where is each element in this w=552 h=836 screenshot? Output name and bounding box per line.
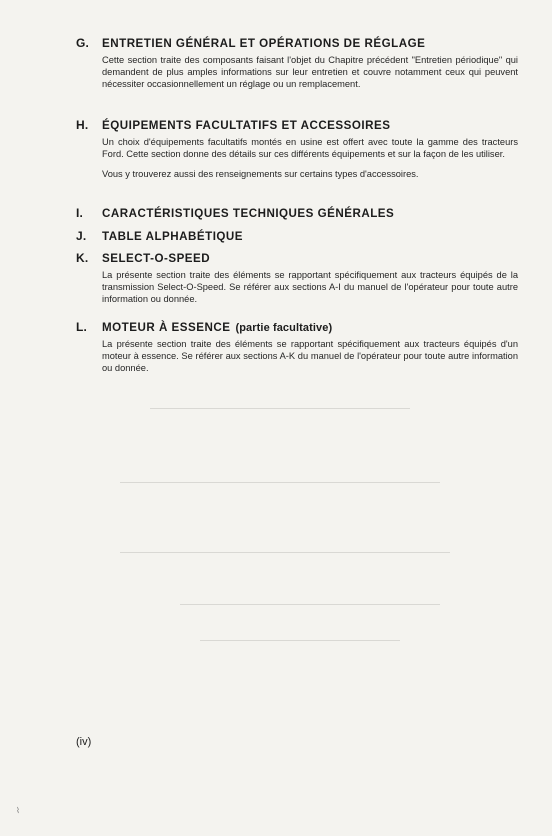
section-heading (76, 206, 516, 220)
section-title: ENTRETIEN GÉNÉRAL ET OPÉRATIONS DE RÉGLAGE (102, 37, 426, 50)
bleed-through-line (120, 552, 450, 553)
section-paragraph: Cette section traite des composants faisant l'objet du Chapitre précédent "Entretien périodique" qui demandent de plus amples informations sur leur entretien et couvre notamment ceux qui peuvent nécessiter occasionnellement un réglage ou un remplacement. (102, 55, 518, 90)
section-title-suffix: (partie facultative) (235, 322, 333, 334)
section-title: MOTEUR À ESSENCE (102, 321, 231, 334)
section-letter: G. (76, 36, 90, 50)
scan-mark: ⌇ (16, 806, 20, 815)
section-paragraph: Un choix d'équipements facultatifs montés en usine est offert avec toute la gamme des tracteurs Ford. Cette section donne des détails sur ces différents équipements et sur la façon de les utiliser. (102, 137, 518, 160)
section-j (76, 229, 516, 243)
bleed-through-line (120, 482, 440, 483)
section-k (76, 251, 516, 306)
section-title: ÉQUIPEMENTS FACULTATIFS ET ACCESSOIRES (102, 119, 391, 132)
section-title: SELECT-O-SPEED (102, 252, 211, 265)
section-letter: L. (76, 320, 88, 334)
bleed-through-line (200, 640, 400, 641)
section-letter: K. (76, 251, 89, 265)
section-heading (76, 320, 516, 334)
section-heading (76, 229, 516, 243)
section-g (76, 36, 516, 91)
section-heading (76, 251, 516, 265)
section-paragraph: La présente section traite des éléments se rapportant spécifiquement aux tracteurs équipés d'un moteur à essence. Se référer aux sections A-K du manuel de l'opérateur pour toute autre information ou donnée. (102, 339, 518, 374)
section-heading (76, 118, 516, 132)
page-number: (iv) (76, 736, 92, 748)
bleed-through-line (150, 408, 410, 409)
section-letter: J. (76, 229, 87, 243)
section-paragraph: Vous y trouverez aussi des renseignements sur certains types d'accessoires. (102, 169, 419, 180)
bleed-through-line (180, 604, 440, 605)
section-l (76, 320, 516, 375)
section-heading (76, 36, 516, 50)
section-title: CARACTÉRISTIQUES TECHNIQUES GÉNÉRALES (102, 207, 395, 220)
section-title: TABLE ALPHABÉTIQUE (102, 230, 244, 243)
section-letter: H. (76, 118, 89, 132)
section-i (76, 206, 516, 220)
section-h (76, 118, 516, 181)
section-letter: I. (76, 206, 84, 220)
section-paragraph: La présente section traite des éléments se rapportant spécifiquement aux tracteurs équipés de la transmission Select-O-Speed. Se référer aux sections A-I du manuel de l'opérateur pour toute autre information ou donnée. (102, 270, 518, 305)
